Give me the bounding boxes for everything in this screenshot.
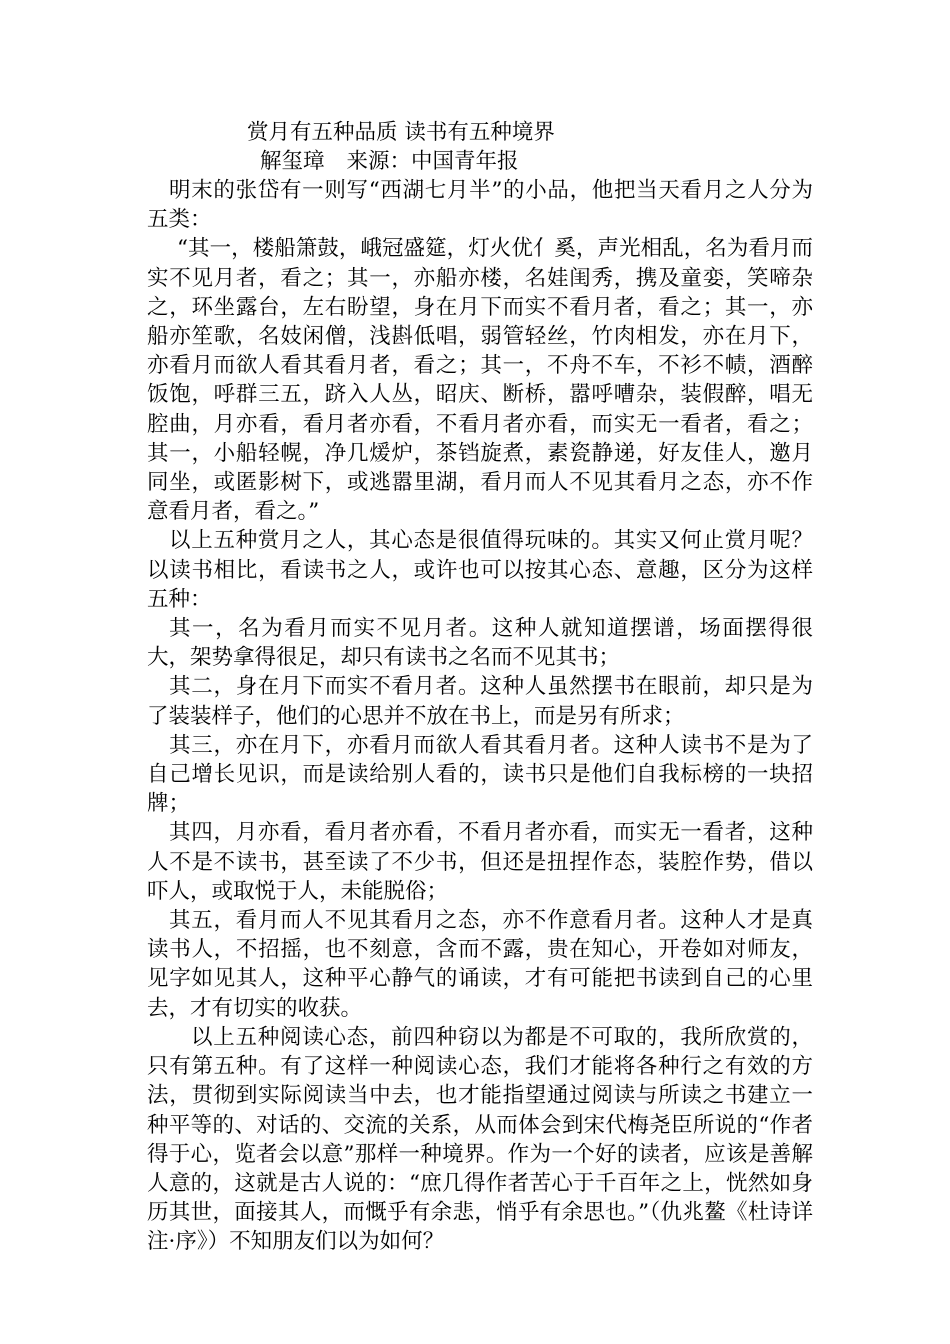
author-name: 解玺璋 [260, 149, 325, 174]
type-five-paragraph: 其五，看月而人不见其看月之态，亦不作意看月者。这种人才是真读书人，不招摇，也不刻意，含而不露，贵在知心，开卷如对师友，见字如见其人，这种平心静气的诵读，才有可能把书读到自己的心里去，才有切实的收获。 [147, 908, 813, 1021]
quote-paragraph: “其一，楼船箫鼓，峨冠盛筵，灯火优亻奚，声光相乱，名为看月而实不见月者，看之；其一，亦船亦楼，名娃闺秀，携及童娈，笑啼杂之，环坐露台，左右盼望，身在月下而实不看月者，看之；其一，亦船亦笙歌，名妓闲僧，浅斟低唱，弱管轻丝，竹肉相发，亦在月下，亦看月而欲人看其看月者，看之；其一，不舟不车，不衫不帻，酒醉饭饱，呼群三五，跻入人丛，昭庆、断桥，嚣呼嘈杂，装假醉，唱无腔曲，月亦看，看月者亦看，不看月者亦看，而实无一看者，看之；其一，小船轻幌，净几煖炉，茶铛旋煮，素瓷静递，好友佳人，邀月同坐，或匿影树下，或逃嚣里湖，看月而人不见其看月之态，亦不作意看月者，看之。” [147, 236, 813, 525]
article-byline [147, 147, 813, 176]
article-page [147, 118, 813, 1257]
article-title: 赏月有五种品质 读书有五种境界 [247, 120, 555, 145]
conclusion-paragraph: 以上五种阅读心态，前四种窃以为都是不可取的，我所欣赏的，只有第五种。有了这样一种阅读心态，我们才能将各种行之有效的方法，贯彻到实际阅读当中去，也才能指望通过阅读与所读之书建立一种平等的、对话的、交流的关系，从而体会到宋代梅尧臣所说的“作者得于心，览者会以意”那样一种境界。作为一个好的读者，应该是善解人意的，这就是古人说的：“庶几得作者苦心于千百年之上，恍然如身历其世，面接其人，而慨乎有余悲，悄乎有余思也。”（仇兆鳌《杜诗详注·序》）不知朋友们以为如何？ [147, 1024, 813, 1255]
type-three-paragraph: 其三，亦在月下，亦看月而欲人看其看月者。这种人读书不是为了自己增长见识，而是读给别人看的，读书只是他们自我标榜的一块招牌； [147, 732, 813, 817]
article-source: 来源：中国青年报 [346, 149, 519, 174]
comparison-paragraph: 以上五种赏月之人，其心态是很值得玩味的。其实又何止赏月呢？以读书相比，看读书之人，或许也可以按其心态、意趣，区分为这样五种： [147, 528, 813, 612]
type-one-paragraph: 其一，名为看月而实不见月者。这种人就知道摆谱，场面摆得很大，架势拿得很足，却只有读书之名而不见其书； [147, 616, 813, 671]
intro-paragraph: 明末的张岱有一则写“西湖七月半”的小品，他把当天看月之人分为五类： [147, 178, 813, 233]
type-two-paragraph: 其二，身在月下而实不看月者。这种人虽然摆书在眼前，却只是为了装装样子，他们的心思并不放在书上，而是另有所求； [147, 674, 813, 729]
type-four-paragraph: 其四，月亦看，看月者亦看，不看月者亦看，而实无一看者，这种人不是不读书，甚至读了不少书，但还是扭捏作态，装腔作势，借以吓人，或取悦于人，未能脱俗； [147, 820, 813, 904]
